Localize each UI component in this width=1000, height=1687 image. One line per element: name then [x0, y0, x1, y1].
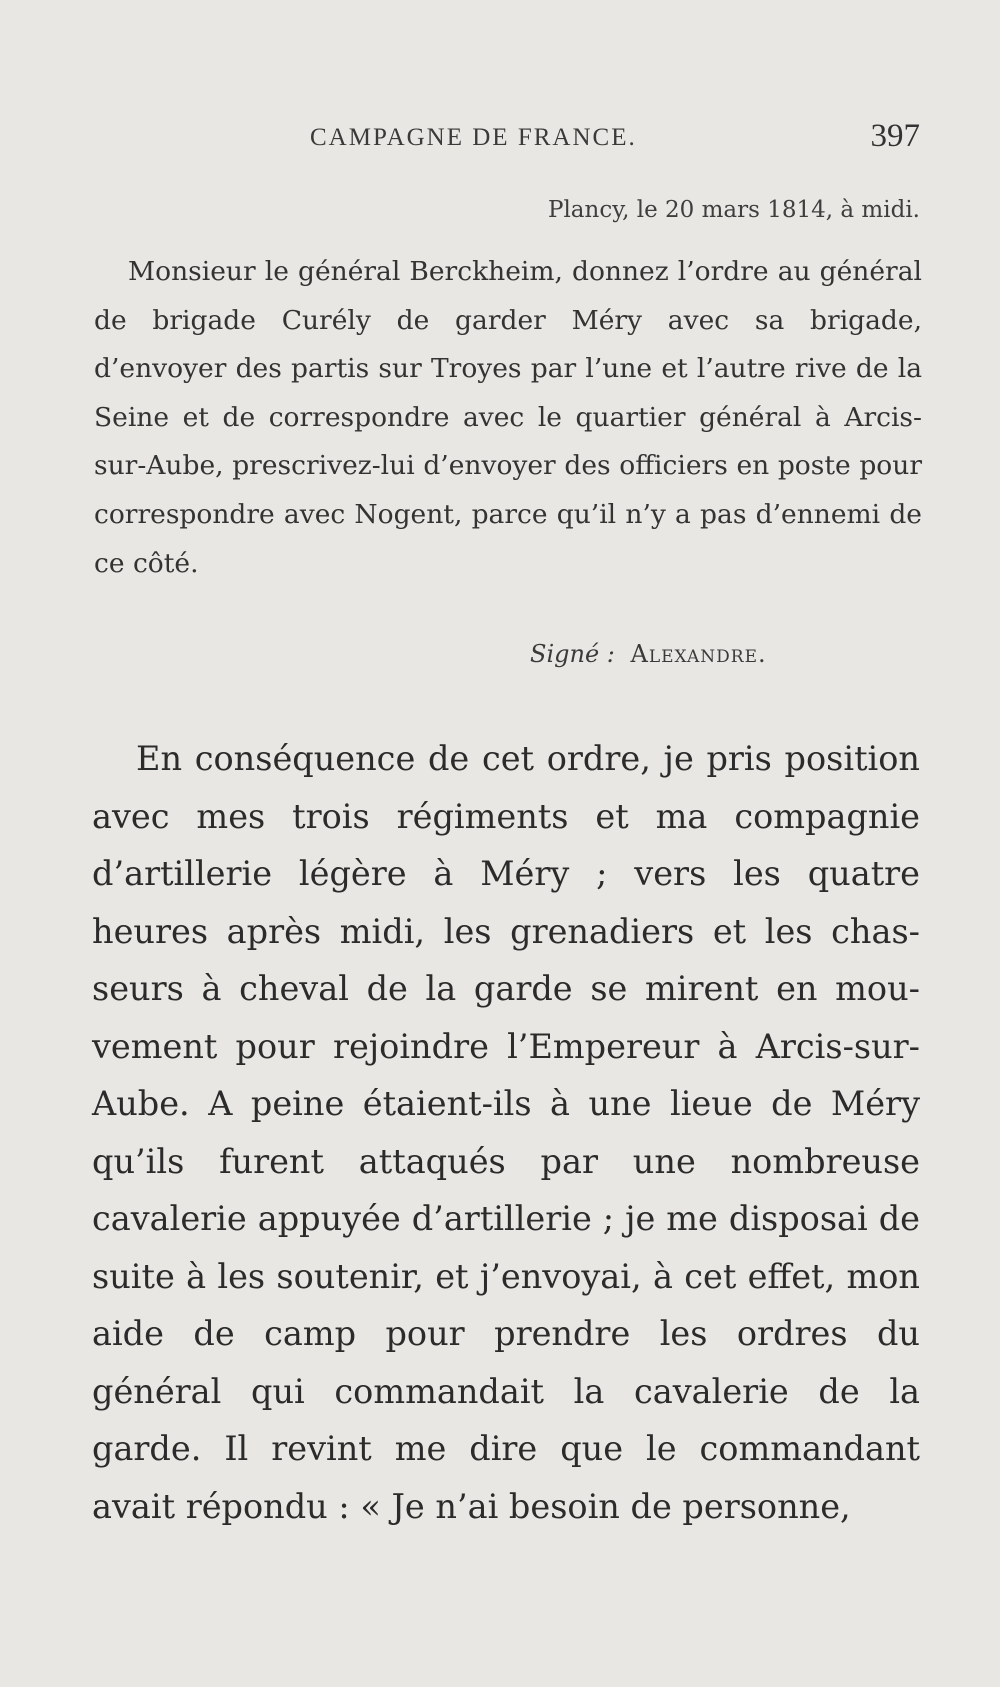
letter-block [94, 248, 922, 588]
signature-name: Alexandre. [630, 640, 767, 668]
narrative-paragraph: En conséquence de cet ordre, je pris position avec mes trois régiments et ma compagnie d’artillerie légère à Méry ; vers les quatre heures après midi, les grenadiers et les chasseurs à cheval de la garde se mirent en mouvement pour rejoindre l’Empereur à Arcis-sur-Aube. A peine étaient-ils à une lieue de Méry qu’ils furent attaqués par une nombreuse cavalerie appuyée d’artillerie ; je me disposai de suite à les soutenir, et j’envoyai, à cet effet, mon aide de camp pour prendre les ordres du général qui commandait la cavalerie de la garde. Il revint me dire que le commandant avait répondu : « Je n’ai besoin de personne, [92, 739, 920, 1526]
page-number: 397 [870, 118, 920, 154]
letter-body: Monsieur le général Berckheim, donnez l’ordre au général de brigade Curély de garder Méry avec sa brigade, d’envoyer des partis sur Troyes par l’une et l’autre rive de la Seine et de correspondre avec le quartier général à Arcis-sur-Aube, prescrivez-lui d’envoyer des officiers en poste pour correspondre avec Nogent, parce qu’il n’y a pas d’ennemi de ce côté. [94, 256, 922, 579]
running-title: CAMPAGNE DE FRANCE. [310, 124, 637, 151]
letter-dateline: Plancy, le 20 mars 1814, à midi. [547, 197, 920, 223]
signature-label: Signé : [530, 640, 615, 668]
letter-signature [530, 640, 767, 668]
narrative-block [92, 730, 920, 1535]
page-header [90, 118, 920, 158]
